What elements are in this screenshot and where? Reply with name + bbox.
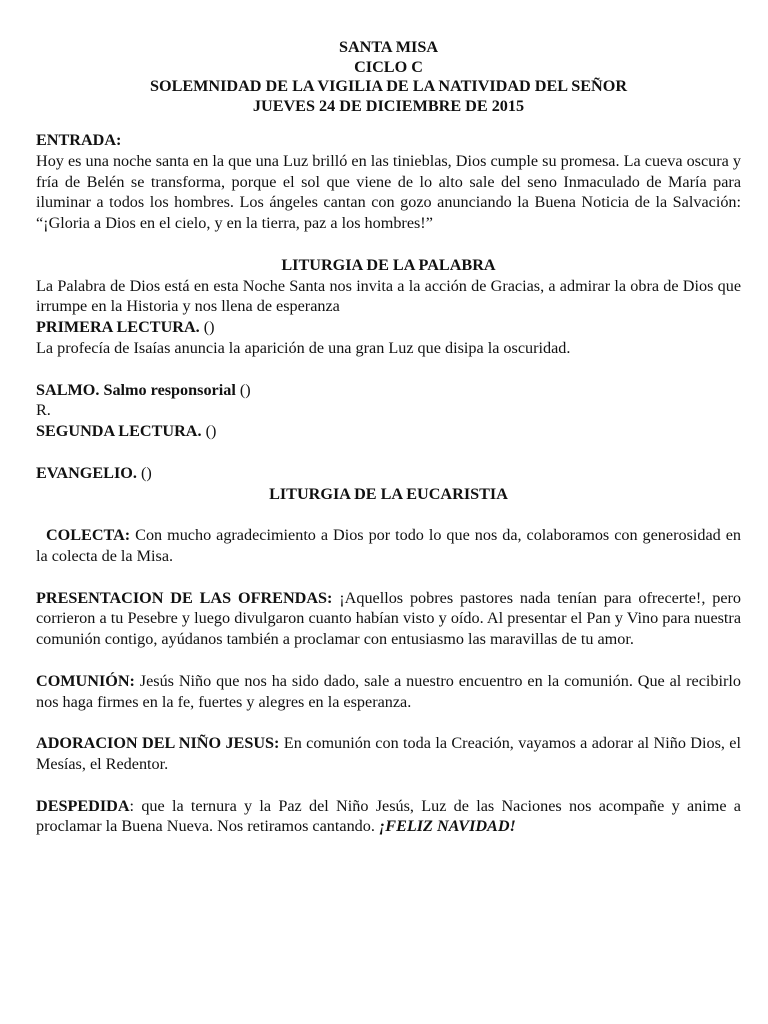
spacer	[36, 234, 741, 255]
spacer	[36, 442, 741, 463]
evangelio-label: EVANGELIO.	[36, 463, 137, 482]
ofrendas-text: ¡Aquellos pobres pastores nada tenían para ofrecerte!, pero corrieron a tu Pesebre y luego divulgaron cuanto habían visto y oído. Al presentar el Pan y Vino para nuestra comunión contigo, ayúdanos también a proclamar con entusiasmo las maravillas de tu amor.	[36, 588, 741, 649]
adoracion-label: ADORACION DEL NIÑO JESUS:	[36, 734, 280, 753]
comunion-text: Jesús Niño que nos ha sido dado, sale a nuestro encuentro en la comunión. Que al recibirlo nos haga firmes en la fe, fuertes y alegres en la esperanza.	[36, 671, 741, 711]
adoracion-text: En comunión con toda la Creación, vayamos a adorar al Niño Dios, el Mesías, el Redentor.	[36, 734, 741, 773]
spacer	[36, 567, 741, 588]
spacer	[36, 116, 741, 130]
salmo-section	[36, 380, 741, 422]
liturgia-palabra-title: LITURGIA DE LA PALABRA	[281, 255, 496, 274]
segunda-lectura-label: SEGUNDA LECTURA.	[36, 422, 202, 441]
colecta-paragraph	[36, 525, 741, 567]
comunion-label: COMUNIÓN:	[36, 671, 135, 690]
header-line-cycle: CICLO C	[354, 57, 423, 76]
feliz-navidad-text: ¡FELIZ NAVIDAD!	[378, 817, 516, 836]
spacer	[36, 712, 741, 733]
despedida-label: DESPEDIDA	[36, 796, 130, 815]
header-line-solemnity: SOLEMNIDAD DE LA VIGILIA DE LA NATIVIDAD DEL SEÑOR	[149, 77, 628, 95]
comunion-paragraph	[36, 671, 741, 713]
primera-lectura-section	[36, 317, 741, 359]
adoracion-paragraph	[36, 733, 741, 775]
spacer	[36, 650, 741, 671]
header-line-mass: SANTA MISA	[338, 38, 439, 56]
salmo-label: SALMO. Salmo responsorial	[36, 380, 236, 399]
despedida-text: : que la ternura y la Paz del Niño Jesús, Luz de las Naciones nos acompañe y anime a proclamar la Buena Nueva. Nos retiramos cantando.	[36, 796, 741, 836]
despedida-paragraph	[36, 796, 741, 838]
evangelio-ref: ()	[136, 463, 152, 482]
segunda-lectura-heading	[36, 421, 741, 442]
colecta-label: COLECTA:	[45, 526, 131, 545]
entrada-label: ENTRADA:	[36, 131, 122, 149]
salmo-heading	[36, 380, 741, 401]
spacer	[36, 504, 741, 525]
colecta-text: Con mucho agradecimiento a Dios por todo lo que nos da, colaboramos con generosidad en la colecta de la Misa.	[36, 526, 741, 565]
ofrendas-label: PRESENTACION DE LAS OFRENDAS:	[36, 588, 333, 607]
ofrendas-paragraph	[36, 588, 741, 650]
primera-lectura-heading	[36, 317, 741, 338]
primera-lectura-text: La profecía de Isaías anuncia la aparición de una gran Luz que disipa la oscuridad.	[36, 338, 571, 357]
spacer	[36, 775, 741, 796]
spacer	[36, 359, 741, 380]
primera-lectura-ref: ()	[199, 318, 215, 337]
segunda-lectura-ref: ()	[201, 422, 217, 441]
header-line-date: JUEVES 24 DE DICIEMBRE DE 2015	[252, 96, 525, 115]
liturgia-palabra-text: La Palabra de Dios está en esta Noche Santa nos invita a la acción de Gracias, a admirar la obra de Dios que irrumpe en la Historia y nos llena de esperanza	[36, 276, 741, 316]
salmo-response: R.	[36, 401, 51, 420]
entrada-section	[36, 130, 741, 234]
document-header	[36, 38, 741, 116]
salmo-ref: ()	[235, 380, 251, 399]
liturgia-palabra-section	[36, 255, 741, 317]
evangelio-heading	[36, 463, 741, 484]
liturgia-eucaristia-title: LITURGIA DE LA EUCARISTIA	[269, 484, 508, 503]
segunda-lectura-section	[36, 421, 741, 442]
evangelio-section	[36, 463, 741, 484]
entrada-text: Hoy es una noche santa en la que una Luz brilló en las tinieblas, Dios cumple su promesa. La cueva oscura y fría de Belén se transforma, porque el sol que viene de lo alto sale del seno Inmaculado de María para iluminar a todos los hombres. Los ángeles cantan con gozo anunciando la Buena Noticia de la Salvación: “¡Gloria a Dios en el cielo, y en la tierra, paz a los hombres!”	[36, 151, 741, 233]
primera-lectura-label: PRIMERA LECTURA.	[36, 318, 200, 337]
